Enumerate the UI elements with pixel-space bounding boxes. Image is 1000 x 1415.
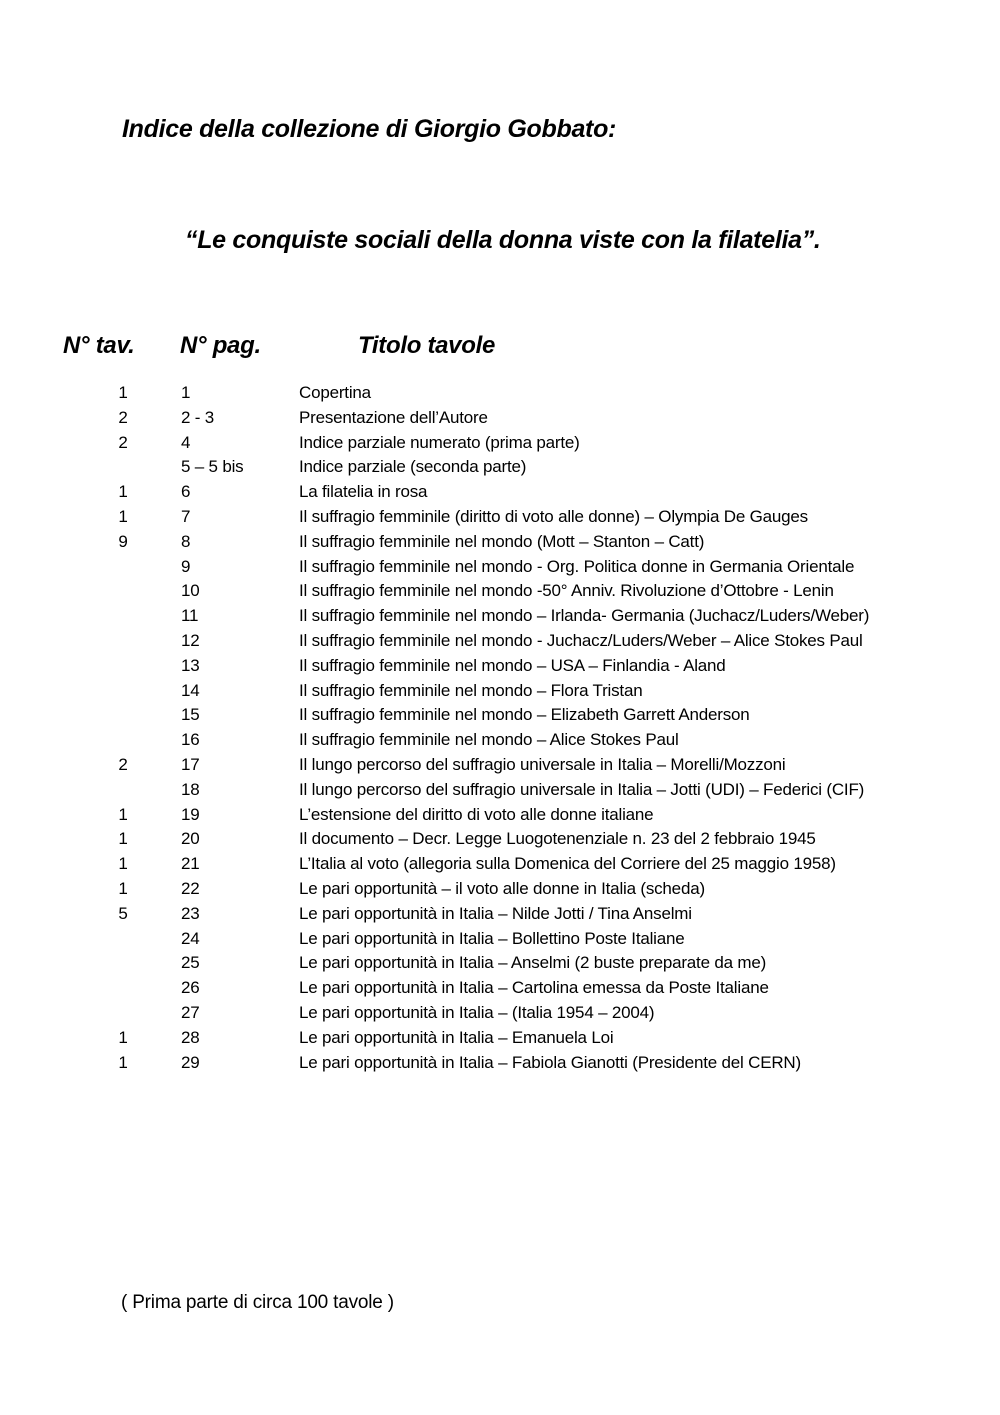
table-row: [0, 877, 1000, 902]
cell-title: L’estensione del diritto di voto alle donne italiane: [299, 804, 654, 824]
cell-pag: 28: [181, 1027, 200, 1047]
cell-tav: 1: [118, 506, 128, 526]
table-row: [0, 455, 1000, 480]
cell-pag: 9: [181, 556, 191, 576]
cell-title: Indice parziale (seconda parte): [299, 457, 527, 477]
table-row: [0, 629, 1000, 654]
table-row: [0, 728, 1000, 753]
table-row: [0, 505, 1000, 530]
table-row: [0, 976, 1000, 1001]
table-row: [0, 579, 1000, 604]
cell-pag: 16: [181, 730, 200, 750]
cell-tav: 1: [118, 1052, 128, 1072]
cell-pag: 18: [181, 779, 200, 799]
cell-title: Il suffragio femminile nel mondo – USA – Finlandia - Aland: [299, 655, 726, 675]
table-row: [0, 406, 1000, 431]
table-row: [0, 530, 1000, 555]
cell-title: Il suffragio femminile nel mondo – Elizabeth Garrett Anderson: [299, 705, 750, 725]
table-row: [0, 927, 1000, 952]
cell-tav: 2: [118, 432, 128, 452]
cell-tav: 1: [118, 804, 128, 824]
cell-title: Il suffragio femminile nel mondo – Irlanda- Germania (Juchacz/Luders/Weber): [299, 606, 870, 626]
cell-pag: 22: [181, 878, 200, 898]
cell-pag: 20: [181, 829, 200, 849]
cell-title: Indice parziale numerato (prima parte): [299, 432, 580, 452]
table-row: [0, 654, 1000, 679]
cell-title: Il suffragio femminile (diritto di voto alle donne) – Olympia De Gauges: [299, 506, 808, 526]
table-row: [0, 679, 1000, 704]
cell-pag: 6: [181, 482, 191, 502]
table-row: [0, 852, 1000, 877]
table-row: [0, 703, 1000, 728]
cell-pag: 26: [181, 978, 200, 998]
index-table-body: [0, 381, 1000, 1075]
index-table-header: [0, 332, 1000, 362]
cell-title: Le pari opportunità in Italia – Cartolina emessa da Poste Italiane: [299, 978, 769, 998]
column-header-pag: N° pag.: [180, 332, 261, 359]
footer-note: ( Prima parte di circa 100 tavole ): [121, 1292, 394, 1313]
cell-pag: 8: [181, 531, 191, 551]
cell-pag: 5 – 5 bis: [181, 457, 244, 477]
table-row: [0, 431, 1000, 456]
cell-pag: 13: [181, 655, 200, 675]
cell-title: Il suffragio femminile nel mondo (Mott – Stanton – Catt): [299, 531, 705, 551]
cell-pag: 27: [181, 1002, 200, 1022]
cell-tav: 1: [118, 878, 128, 898]
cell-title: Il suffragio femminile nel mondo – Flora Tristan: [299, 680, 643, 700]
cell-title: Le pari opportunità in Italia – Fabiola Gianotti (Presidente del CERN): [299, 1052, 801, 1072]
table-row: [0, 951, 1000, 976]
cell-tav: 1: [118, 1027, 128, 1047]
cell-pag: 25: [181, 953, 200, 973]
cell-pag: 2 - 3: [181, 407, 215, 427]
cell-tav: 1: [118, 829, 128, 849]
cell-title: La filatelia in rosa: [299, 482, 428, 502]
cell-tav: 1: [118, 854, 128, 874]
cell-title: Presentazione dell’Autore: [299, 407, 488, 427]
table-row: [0, 803, 1000, 828]
cell-title: Le pari opportunità in Italia – Anselmi (2 buste preparate da me): [299, 953, 767, 973]
cell-tav: 2: [118, 407, 128, 427]
cell-title: Le pari opportunità in Italia – Emanuela Loi: [299, 1027, 614, 1047]
table-row: [0, 902, 1000, 927]
table-row: [0, 1001, 1000, 1026]
cell-title: Il suffragio femminile nel mondo -50° Anniv. Rivoluzione d’Ottobre - Lenin: [299, 581, 834, 601]
cell-pag: 21: [181, 854, 200, 874]
cell-tav: 1: [118, 383, 128, 402]
cell-title: Copertina: [299, 383, 371, 402]
cell-title: Le pari opportunità – il voto alle donne in Italia (scheda): [299, 878, 705, 898]
cell-pag: 7: [181, 506, 191, 526]
column-header-title: Titolo tavole: [358, 332, 496, 359]
cell-title: Le pari opportunità in Italia – Nilde Jotti / Tina Anselmi: [299, 903, 692, 923]
table-row: [0, 778, 1000, 803]
table-row: [0, 1026, 1000, 1051]
cell-title: Le pari opportunità in Italia – (Italia 1954 – 2004): [299, 1002, 655, 1022]
cell-pag: 17: [181, 754, 200, 774]
cell-pag: 29: [181, 1052, 200, 1072]
table-row: [0, 753, 1000, 778]
cell-title: Le pari opportunità in Italia – Bollettino Poste Italiane: [299, 928, 685, 948]
cell-tav: 2: [118, 754, 128, 774]
cell-title: Il lungo percorso del suffragio universale in Italia – Morelli/Mozzoni: [299, 754, 786, 774]
cell-tav: 5: [118, 903, 128, 923]
cell-pag: 19: [181, 804, 200, 824]
table-row: [0, 381, 1000, 406]
cell-title: Il suffragio femminile nel mondo - Juchacz/Luders/Weber – Alice Stokes Paul: [299, 630, 863, 650]
table-row: [0, 1051, 1000, 1076]
cell-title: Il suffragio femminile nel mondo – Alice Stokes Paul: [299, 730, 679, 750]
table-row: [0, 555, 1000, 580]
table-row: [0, 480, 1000, 505]
cell-tav: 9: [118, 531, 128, 551]
cell-pag: 4: [181, 432, 191, 452]
cell-tav: 1: [118, 482, 128, 502]
cell-pag: 1: [181, 383, 191, 402]
document-title: Indice della collezione di Giorgio Gobbato:: [122, 115, 617, 143]
cell-pag: 10: [181, 581, 200, 601]
cell-pag: 24: [181, 928, 200, 948]
column-header-tav: N° tav.: [63, 332, 135, 359]
cell-pag: 11: [181, 606, 199, 626]
cell-title: Il suffragio femminile nel mondo - Org. Politica donne in Germania Orientale: [299, 556, 855, 576]
table-row: [0, 827, 1000, 852]
cell-pag: 15: [181, 705, 200, 725]
cell-pag: 14: [181, 680, 200, 700]
cell-pag: 23: [181, 903, 200, 923]
cell-title: L’Italia al voto (allegoria sulla Domenica del Corriere del 25 maggio 1958): [299, 854, 836, 874]
cell-pag: 12: [181, 630, 200, 650]
cell-title: Il documento – Decr. Legge Luogotenenziale n. 23 del 2 febbraio 1945: [299, 829, 816, 849]
document-subtitle: “Le conquiste sociali della donna viste con la filatelia”.: [185, 226, 821, 254]
cell-title: Il lungo percorso del suffragio universale in Italia – Jotti (UDI) – Federici (CIF): [299, 779, 865, 799]
table-row: [0, 604, 1000, 629]
